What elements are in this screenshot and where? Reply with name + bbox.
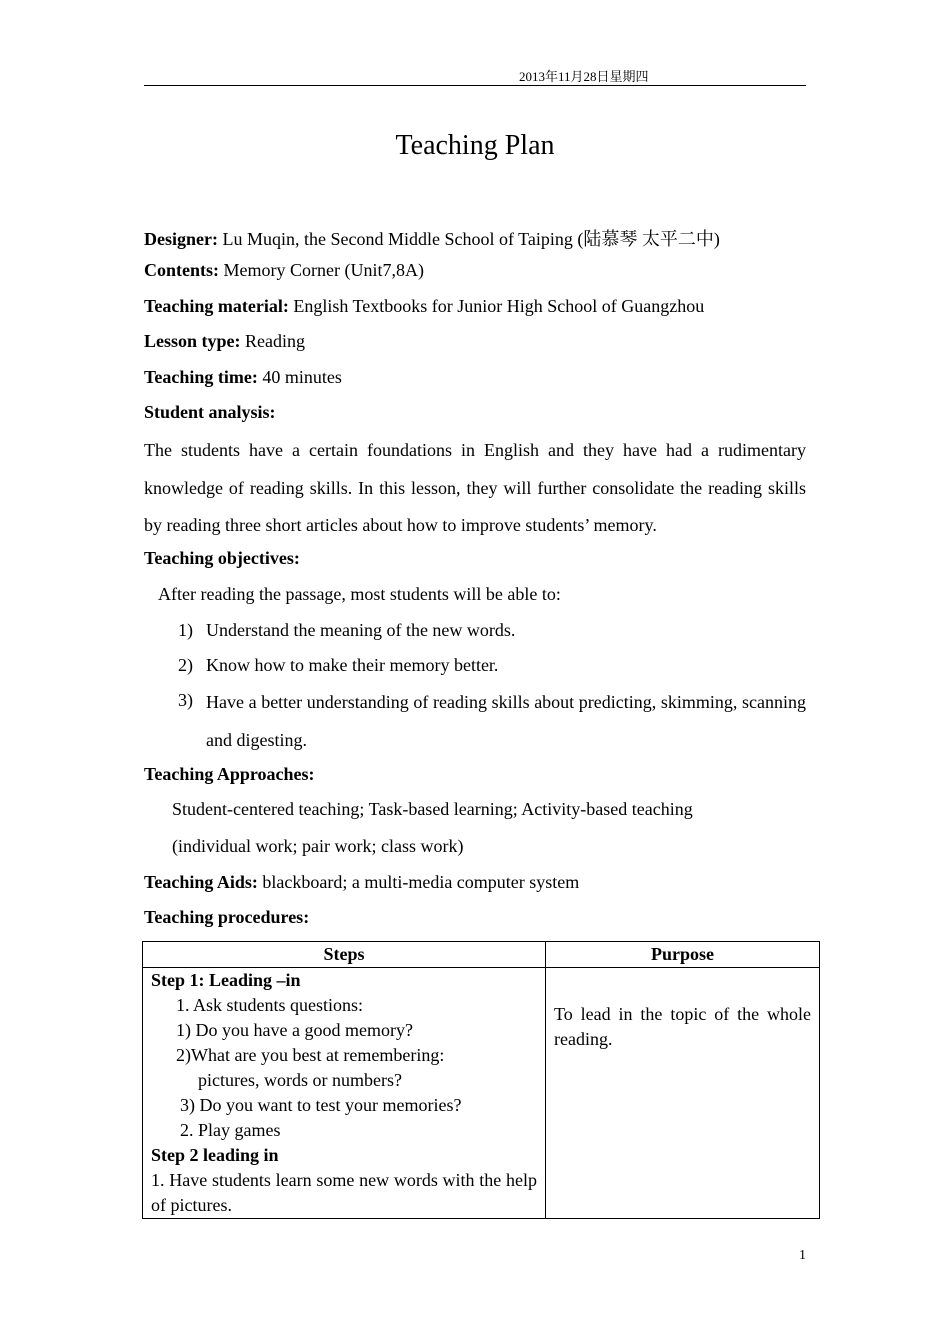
objective-text: Know how to make their memory better.	[206, 655, 499, 675]
designer-value: Lu Muqin, the Second Middle School of Taiping (陆慕琴 太平二中)	[217, 229, 720, 249]
objective-text: Have a better understanding of reading skills about predicting, skimming, scanning and digesting.	[206, 692, 806, 750]
contents-line	[144, 260, 424, 281]
steps-cell	[143, 968, 546, 1219]
step1-line: 1. Ask students questions:	[176, 995, 364, 1015]
objective-number: 3)	[178, 690, 193, 710]
contents-label: Contents:	[144, 260, 219, 280]
approaches-line-1: Student-centered teaching; Task-based learning; Activity-based teaching	[172, 799, 693, 819]
teaching-time-label: Teaching time:	[144, 367, 258, 387]
procedures-table	[142, 941, 820, 1219]
page-title: Teaching Plan	[395, 130, 555, 161]
step1-line: 3) Do you want to test your memories?	[180, 1095, 462, 1115]
teaching-time-line	[144, 367, 342, 388]
contents-value: Memory Corner (Unit7,8A)	[219, 260, 424, 280]
page-number: 1	[799, 1248, 806, 1263]
table-header-row	[143, 942, 820, 968]
student-analysis-text: The students have a certain foundations in English and they have had a rudimentary knowledge of reading skills. In this lesson, they will further consolidate the reading skills by reading three short articles about how to improve students’ memory.	[144, 440, 806, 535]
student-analysis-heading: Student analysis:	[144, 402, 276, 422]
aids-value: blackboard; a multi-media computer system	[257, 872, 580, 892]
aids-line	[144, 872, 579, 893]
table-row	[143, 968, 820, 1219]
step2-title: Step 2 leading in	[151, 1145, 279, 1165]
lesson-type-value: Reading	[240, 331, 306, 351]
objective-number: 2)	[178, 655, 193, 675]
teaching-time-value: 40 minutes	[257, 367, 342, 387]
lesson-type-line	[144, 331, 305, 352]
step1-line: 2. Play games	[180, 1120, 281, 1140]
designer-line	[144, 225, 720, 251]
purpose-text: To lead in the topic of the whole reading.	[554, 1004, 811, 1049]
lesson-type-label: Lesson type:	[144, 331, 241, 351]
steps-column-header: Steps	[143, 942, 546, 968]
purpose-cell	[546, 968, 820, 1219]
step1-line: pictures, words or numbers?	[198, 1070, 402, 1090]
procedures-heading: Teaching procedures:	[144, 907, 310, 927]
designer-label: Designer:	[144, 229, 218, 249]
step2-text: 1. Have students learn some new words with the help of pictures.	[151, 1170, 537, 1215]
objectives-intro: After reading the passage, most students will be able to:	[158, 584, 561, 604]
header-divider	[144, 85, 806, 86]
material-line	[144, 296, 704, 317]
purpose-column-header: Purpose	[546, 942, 820, 968]
header-date: 2013年11月28日星期四	[519, 69, 649, 84]
step1-line: 2)What are you best at remembering:	[176, 1045, 445, 1065]
aids-label: Teaching Aids:	[144, 872, 258, 892]
step1-line: 1) Do you have a good memory?	[176, 1020, 413, 1040]
objectives-heading: Teaching objectives:	[144, 548, 300, 568]
approaches-heading: Teaching Approaches:	[144, 764, 315, 784]
objective-number: 1)	[178, 620, 193, 640]
material-label: Teaching material:	[144, 296, 289, 316]
step1-title: Step 1: Leading –in	[151, 970, 301, 990]
material-value: English Textbooks for Junior High School of Guangzhou	[288, 296, 705, 316]
approaches-line-2: (individual work; pair work; class work)	[172, 836, 464, 856]
objective-text: Understand the meaning of the new words.	[206, 620, 516, 640]
